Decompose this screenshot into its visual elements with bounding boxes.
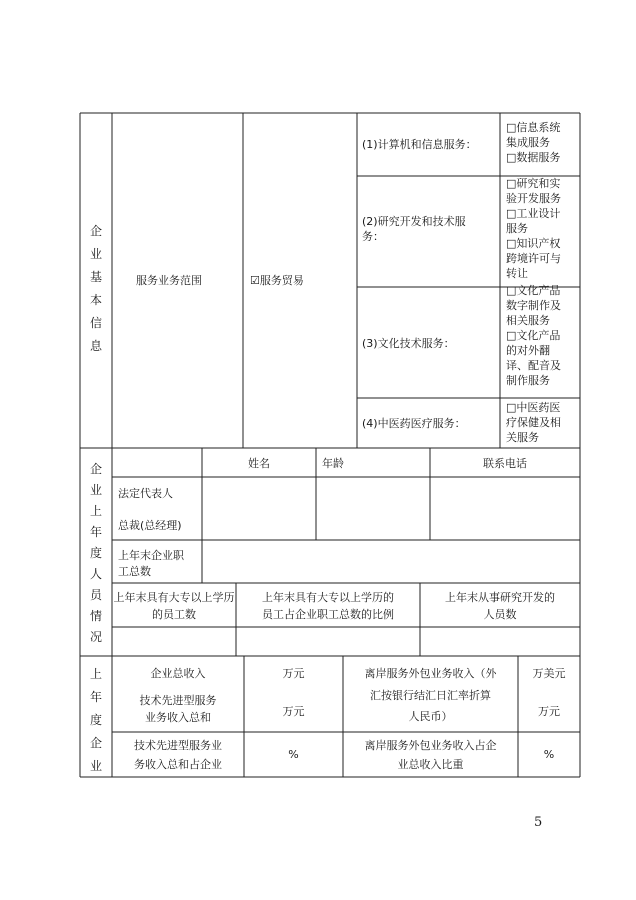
tech-income-ratio-label: 技术先进型服务业 [134, 739, 222, 752]
rd-staff-count-label: 人员数 [483, 608, 517, 621]
staff-total-label: 上年末企业职 [118, 549, 184, 562]
detail-line: □文化产品 [506, 284, 561, 297]
offshore-income-label: 人民币） [408, 710, 453, 723]
tech-service-income-label: 技术先进型服务 [139, 694, 217, 707]
detail-line: □知识产权 [506, 237, 561, 250]
detail-line: 制作服务 [506, 374, 550, 387]
category-tcm-medical: (4)中医药医疗服务： [362, 417, 466, 430]
category-computer-info: (1)计算机和信息服务： [362, 138, 477, 151]
side-label-char: 上 [89, 504, 102, 518]
legal-representative-label: 法定代表人 [118, 487, 173, 500]
detail-line: □中医药医 [506, 401, 561, 414]
detail-line: 疗保健及相 [506, 416, 561, 429]
side-label-char: 度 [89, 713, 102, 727]
tech-income-ratio-label: 务收入总和占企业 [134, 758, 222, 771]
side-label-char: 上 [89, 667, 102, 681]
detail-line: 服务 [506, 222, 528, 235]
detail-line: 的对外翻 [506, 344, 550, 357]
header-name: 姓名 [248, 457, 270, 470]
offshore-income-label: 离岸服务外包业务收入（外 [364, 667, 497, 680]
detail-line: □研究和实 [506, 177, 561, 190]
side-label-char: 度 [89, 546, 102, 560]
general-manager-label: 总裁(总经理) [118, 519, 182, 532]
side-label-char: 息 [89, 339, 102, 353]
side-label-char: 况 [89, 630, 102, 644]
service-trade-checkbox[interactable]: ☑服务贸易 [250, 274, 304, 287]
detail-line: □工业设计 [506, 207, 561, 220]
detail-line: 验开发服务 [506, 192, 561, 205]
detail-line: 相关服务 [506, 314, 550, 327]
side-label-char: 企 [89, 736, 102, 750]
offshore-ratio-label: 离岸服务外包业务收入占企 [364, 739, 497, 752]
detail-line: 译、配音及 [506, 359, 561, 372]
side-label-char: 年 [89, 525, 102, 539]
side-label-char: 业 [89, 483, 102, 497]
detail-line: 转让 [506, 267, 528, 280]
detail-line: □信息系统 [506, 121, 561, 134]
category-culture-tech: (3)文化技术服务： [362, 337, 455, 350]
side-label-char: 业 [89, 247, 102, 261]
unit-wan-yuan: 万元 [538, 705, 560, 718]
side-label-char: 信 [89, 316, 102, 330]
side-label-char: 本 [89, 293, 102, 307]
college-staff-count-label: 上年末具有大专以上学历 [113, 591, 235, 604]
detail-line: 关服务 [506, 431, 539, 444]
college-staff-ratio-label: 员工占企业职工总数的比例 [262, 608, 394, 621]
side-label-char: 业 [89, 759, 102, 773]
header-age: 年龄 [322, 457, 344, 470]
detail-line: 跨境许可与 [506, 252, 561, 265]
percent-sign: % [543, 748, 555, 761]
tech-service-income-label: 业务收入总和 [145, 711, 211, 724]
total-income-label: 企业总收入 [150, 667, 206, 680]
side-label-char: 员 [89, 588, 102, 602]
detail-line: 集成服务 [506, 136, 550, 149]
percent-sign: % [288, 748, 299, 761]
side-label-char: 企 [89, 224, 102, 238]
side-label-char: 年 [89, 690, 102, 704]
category-rd-tech: (2)研究开发和技术服 [362, 215, 466, 228]
side-label-char: 人 [89, 567, 102, 581]
college-staff-count-label: 的员工数 [152, 608, 196, 621]
detail-line: □数据服务 [506, 151, 561, 164]
rd-staff-count-label: 上年末从事研究开发的 [445, 591, 555, 604]
page-number: 5 [534, 815, 543, 830]
side-label-char: 基 [89, 270, 102, 284]
header-phone: 联系电话 [483, 457, 527, 470]
category-rd-tech: 务： [362, 230, 384, 243]
unit-wan-usd: 万美元 [532, 667, 566, 680]
detail-line: 数字制作及 [506, 299, 561, 312]
service-scope-label: 服务业务范围 [136, 274, 202, 287]
detail-line: □文化产品 [506, 329, 561, 342]
unit-wan-yuan: 万元 [282, 667, 305, 680]
offshore-income-label: 汇按银行结汇日汇率折算 [370, 689, 491, 702]
college-staff-ratio-label: 上年末具有大专以上学历的 [262, 591, 394, 604]
side-label-char: 企 [89, 462, 102, 476]
offshore-ratio-label: 业总收入比重 [397, 758, 464, 771]
staff-total-label: 工总数 [118, 565, 151, 578]
side-label-char: 情 [89, 609, 102, 623]
unit-wan-yuan: 万元 [282, 705, 305, 718]
